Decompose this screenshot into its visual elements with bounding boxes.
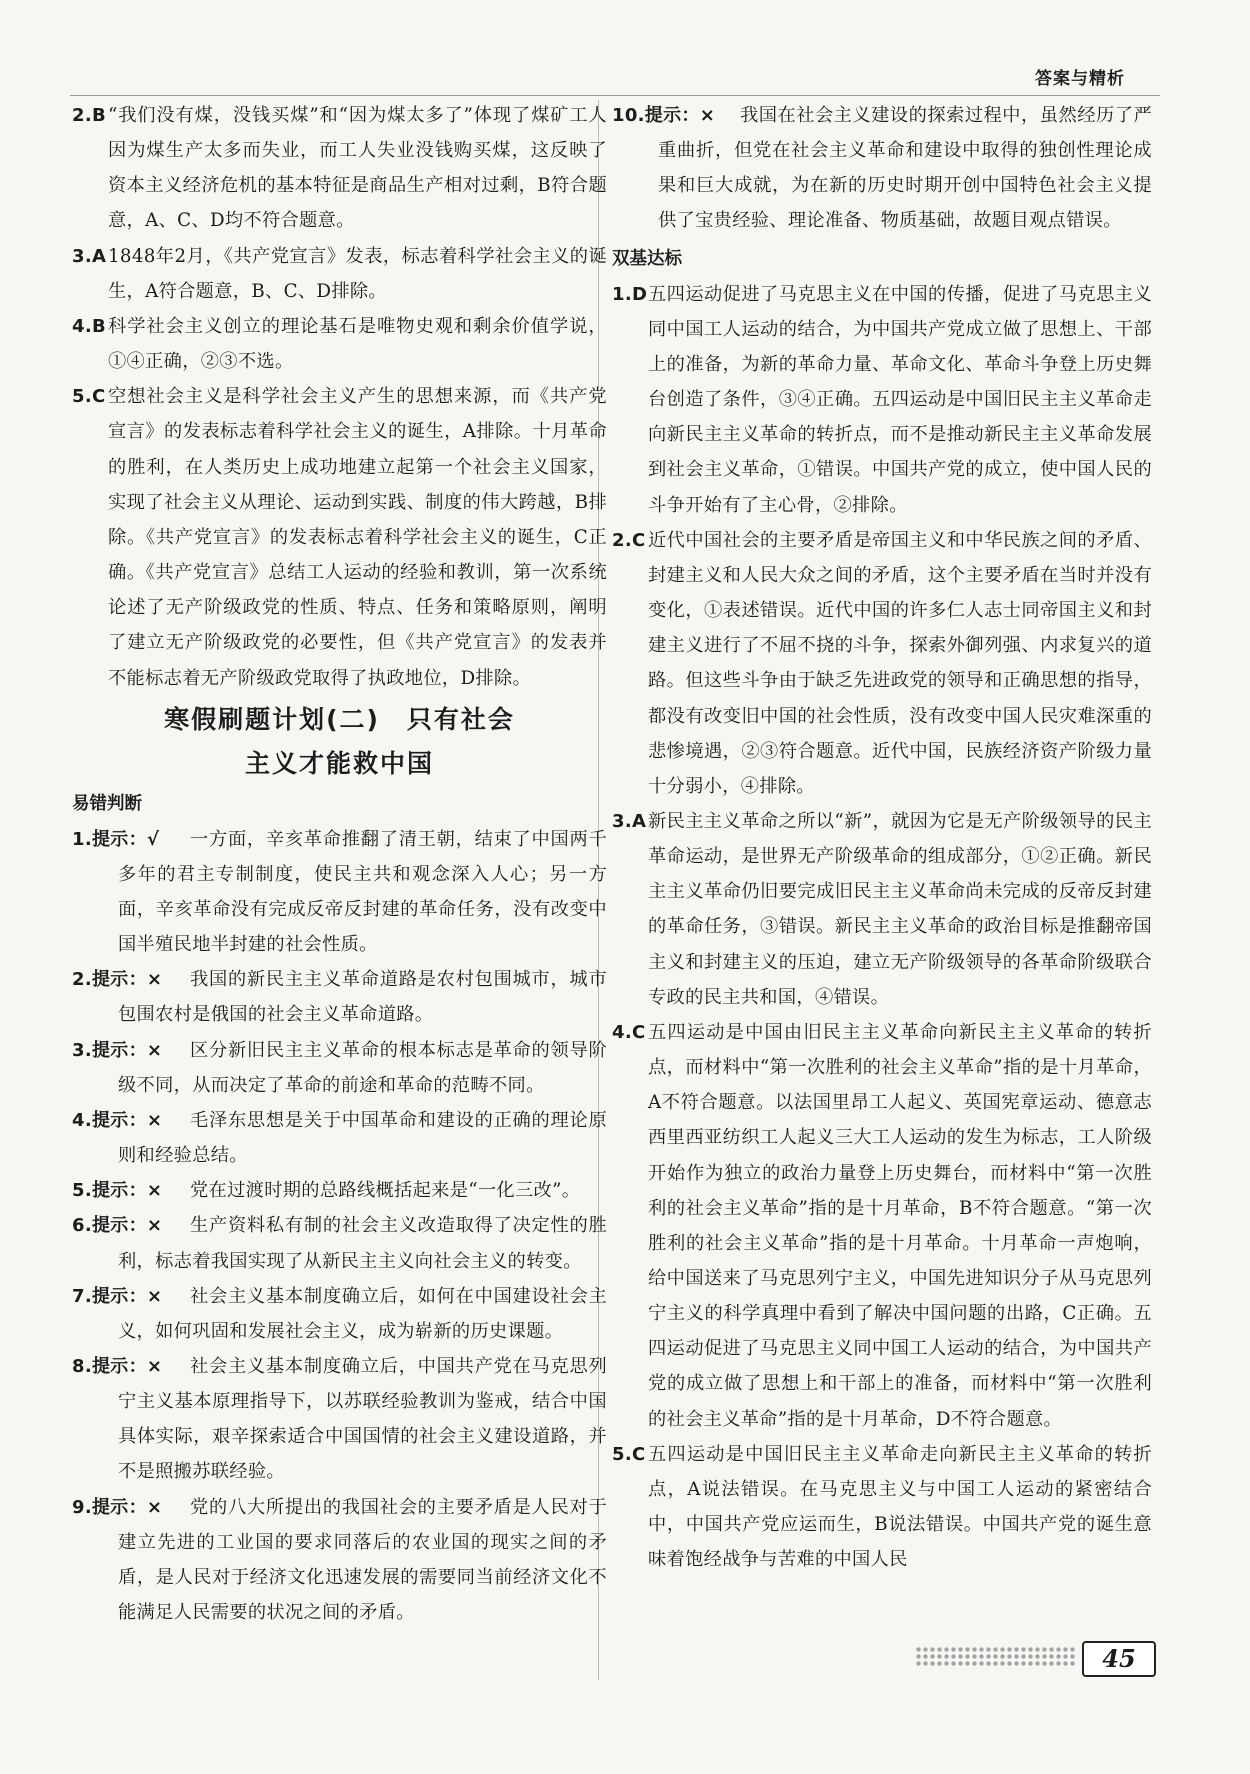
hint-number: 8.提示：× <box>72 1356 163 1377</box>
answer-text: 五四运动促进了马克思主义在中国的传播，促进了马克思主义同中国工人运动的结合，为中国共产党成立做了思想上、干部上的准备，为新的革命力量、革命文化、革命斗争登上历史舞台创造了条件，③④正确。五四运动是中国旧民主主义革命走向新民主主义革命的转折点，而不是推动新民主主义革命发展到社会主义革命，①错误。中国共产党的成立，使中国人民的斗争开始有了主心骨，②排除。 <box>648 283 1152 516</box>
header-rule <box>70 95 1160 96</box>
hint-text: 党在过渡时期的总路线概括起来是“一化三改”。 <box>190 1180 581 1202</box>
hint-text: 我国的新民主主义革命道路是农村包围城市，城市包围农村是俄国的社会主义革命道路。 <box>118 969 607 1026</box>
hint-item <box>72 1279 607 1349</box>
chapter-title-line1: 寒假刷题计划(二) 只有社会 <box>164 704 515 734</box>
hint-number: 5.提示：× <box>72 1180 163 1202</box>
hint-text: 毛泽东思想是关于中国革命和建设的正确的理论原则和经验总结。 <box>118 1109 607 1167</box>
hint-item <box>72 1033 607 1103</box>
hint-item <box>72 1349 607 1490</box>
hint-number: 4.提示：× <box>72 1109 163 1131</box>
footer-dot-pattern <box>915 1646 1075 1666</box>
section-heading-error: 易错判断 <box>72 793 142 814</box>
hint-number: 10.提示：× <box>612 105 716 126</box>
hint-number: 7.提示：× <box>72 1285 163 1307</box>
hint-item <box>72 1173 607 1208</box>
hint-text: 党的八大所提出的我国社会的主要矛盾是人民对于建立先进的工业国的要求同落后的农业国的现实之间的矛盾，是人民对于经济文化迅速发展的需要同当前经济文化不能满足人民需要的状况之间的矛盾。 <box>118 1496 607 1624</box>
answer-item <box>72 379 607 695</box>
hint-text: 我国在社会主义建设的探索过程中，虽然经历了严重曲折，但党在社会主义革命和建设中取得的独创性理论成果和巨大成就，为在新的历史时期开创中国特色社会主义提供了宝贵经验、理论准备、物质基础，故题目观点错误。 <box>658 105 1152 232</box>
answer-item <box>612 277 1152 523</box>
chapter-title-line2: 主义才能救中国 <box>244 748 434 778</box>
hint-text: 生产资料私有制的社会主义改造取得了决定性的胜利，标志着我国实现了从新民主主义向社会主义的转变。 <box>118 1215 607 1272</box>
answer-number: 3.A <box>72 245 107 267</box>
answer-number: 1.D <box>612 283 648 305</box>
answer-item <box>612 804 1152 1015</box>
answer-item <box>72 98 607 239</box>
answer-number: 5.C <box>612 1443 646 1465</box>
section-label: 答案与精析 <box>1035 69 1125 89</box>
section-heading-basic: 双基达标 <box>612 248 682 269</box>
answer-number: 2.B <box>72 105 106 126</box>
answer-item <box>72 309 607 379</box>
hint-number: 2.提示：× <box>72 969 163 991</box>
answer-text: 空想社会主义是科学社会主义产生的思想来源，而《共产党宣言》的发表标志着科学社会主义的诞生，A排除。十月革命的胜利，在人类历史上成功地建立起第一个社会主义国家，实现了社会主义从理论、运动到实践、制度的伟大跨越，B排除。《共产党宣言》的发表标志着科学社会主义的诞生，C正确。《共产党宣言》总结工人运动的经验和教训，第一次系统论述了无产阶级政党的性质、特点、任务和策略原则，阐明了建立无产阶级政党的必要性，但《共产党宣言》的发表并不能标志着无产阶级政党取得了执政地位，D排除。 <box>108 386 607 689</box>
page-number: 45 <box>1082 1641 1156 1677</box>
hint-item <box>72 1208 607 1278</box>
answer-text: 科学社会主义创立的理论基石是唯物史观和剩余价值学说，①④正确，②③不选。 <box>108 315 607 373</box>
hint-item <box>72 822 607 963</box>
hint-item <box>72 1103 607 1173</box>
answer-text: 近代中国社会的主要矛盾是帝国主义和中华民族之间的矛盾、封建主义和人民大众之间的矛盾，这个主要矛盾在当时并没有变化，①表述错误。近代中国的许多仁人志士同帝国主义和封建主义进行了不屈不挠的斗争，探索外御列强、内求复兴的道路。但这些斗争由于缺乏先进政党的领导和正确思想的指导，都没有改变旧中国的社会性质，没有改变中国人民灾难深重的悲惨境遇，②③符合题意。近代中国，民族经济资产阶级力量十分弱小，④排除。 <box>648 529 1152 797</box>
hint-number: 6.提示：× <box>72 1215 163 1237</box>
answer-item <box>612 523 1152 804</box>
answer-text: “我们没有煤，没钱买煤”和“因为煤太多了”体现了煤矿工人因为煤生产太多而失业，而工人失业没钱购买煤，这反映了资本主义经济危机的基本特征是商品生产相对过剩，B符合题意，A、C、D均不符合题意。 <box>108 105 607 232</box>
answer-text: 五四运动是中国由旧民主主义革命向新民主主义革命的转折点，而材料中“第一次胜利的社会主义革命”指的是十月革命，A不符合题意。以法国里昂工人起义、英国宪章运动、德意志西里西亚纺织工人起义三大工人运动的发生为标志，工人阶级开始作为独立的政治力量登上历史舞台，而材料中“第一次胜利的社会主义革命”指的是十月革命，B不符合题意。“第一次胜利的社会主义革命”指的是十月革命。十月革命一声炮响，给中国送来了马克思列宁主义，中国先进知识分子从马克思列宁主义的科学真理中看到了解决中国问题的出路，C正确。五四运动促进了马克思主义同中国工人运动的结合，为中国共产党的成立做了思想上和干部上的准备，而材料中“第一次胜利的社会主义革命”指的是十月革命，D不符合题意。 <box>648 1021 1152 1430</box>
answer-number: 5.C <box>72 386 106 408</box>
hint-item <box>612 98 1152 239</box>
answer-number: 3.A <box>612 810 647 832</box>
hint-number: 3.提示：× <box>72 1039 163 1061</box>
answer-item <box>72 239 607 309</box>
answer-number: 2.C <box>612 529 646 551</box>
hint-item <box>72 962 607 1032</box>
answer-number: 4.B <box>72 315 106 337</box>
answer-text: 五四运动是中国旧民主主义革命走向新民主主义革命的转折点，A说法错误。在马克思主义与中国工人运动的紧密结合中，中国共产党应运而生，B说法错误。中国共产党的诞生意味着饱经战争与苦难的中国人民 <box>648 1443 1152 1571</box>
hint-text: 一方面，辛亥革命推翻了清王朝，结束了中国两千多年的君主专制制度，使民主共和观念深入人心；另一方面，辛亥革命没有完成反帝反封建的革命任务，没有改变中国半殖民地半封建的社会性质。 <box>118 828 607 956</box>
answer-text: 1848年2月，《共产党宣言》发表，标志着科学社会主义的诞生，A符合题意，B、C、D排除。 <box>108 245 607 302</box>
hint-text: 区分新旧民主主义革命的根本标志是革命的领导阶级不同，从而决定了革命的前途和革命的范畴不同。 <box>118 1039 607 1096</box>
hint-text: 社会主义基本制度确立后，中国共产党在马克思列宁主义基本原理指导下，以苏联经验教训为鉴戒，结合中国具体实际，艰辛探索适合中国国情的社会主义建设道路，并不是照搬苏联经验。 <box>118 1356 607 1483</box>
hint-item <box>72 1490 607 1631</box>
hint-number: 1.提示：√ <box>72 828 160 850</box>
left-column <box>72 98 607 1630</box>
answer-text: 新民主主义革命之所以“新”，就因为它是无产阶级领导的民主革命运动，是世界无产阶级革命的组成部分，①②正确。新民主主义革命仍旧要完成旧民主主义革命尚未完成的反帝反封建的革命任务，③错误。新民主主义革命的政治目标是推翻帝国主义和封建主义的压迫，建立无产阶级领导的各革命阶级联合专政的民主共和国，④错误。 <box>648 810 1152 1008</box>
answer-item <box>612 1437 1152 1578</box>
right-column <box>612 98 1152 1577</box>
hint-text: 社会主义基本制度确立后，如何在中国建设社会主义，如何巩固和发展社会主义，成为崭新的历史课题。 <box>118 1285 607 1342</box>
hint-number: 9.提示：× <box>72 1496 163 1518</box>
answer-number: 4.C <box>612 1021 646 1043</box>
answer-item <box>612 1015 1152 1437</box>
